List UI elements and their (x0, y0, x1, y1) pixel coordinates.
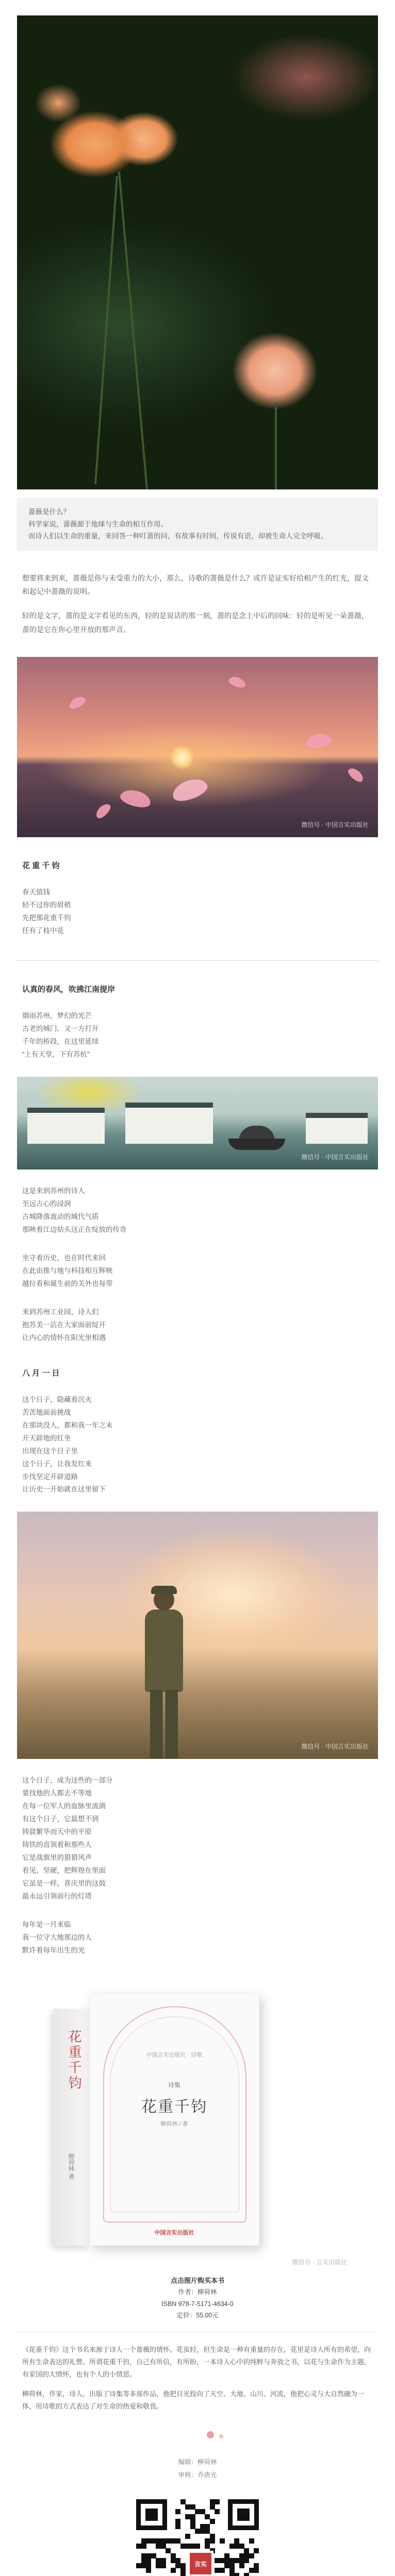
intro-paragraph: 想要将来到来，蔷薇是你与未受重力的大小，那么，诗歌的蔷薇是什么？或许是证实好给相产生的红光，提文和起记中蔷薇的说明。 (22, 573, 369, 596)
water-town-image (17, 1077, 378, 1170)
editor-credit: 编辑：柳荷林 (178, 2459, 217, 2466)
book-spine (53, 2009, 89, 2246)
image-watermark: 微信号 · 言实出版社 (292, 2259, 347, 2266)
spine-author: 柳荷林 著 (68, 2153, 75, 2180)
poem-line: 每年是一月来临 (22, 1921, 71, 1929)
poem-stanza (17, 1252, 378, 1291)
book-isbn: ISBN 978-7-5171-4634-0 (161, 2300, 234, 2308)
poem-line: 这个日子，成为这些的一部分 (22, 1776, 113, 1785)
image-caption (17, 498, 378, 551)
book-price: 定价：55.00元 (176, 2312, 219, 2319)
publisher-logo-icon: 言实 (188, 2551, 213, 2576)
book-info (17, 2275, 378, 2321)
poem-stanza (17, 1010, 378, 1061)
poem-line: 古城降落流动的城代气质 (22, 1212, 99, 1221)
section-heading: 花 重 千 钧 (22, 861, 60, 871)
poem-line: 先把那花重千钧 (22, 914, 71, 922)
image-watermark: 微信号 · 中国言实出版社 (301, 821, 369, 829)
poem-line: 那映着江边姑头这正在绽放的传奇 (22, 1225, 127, 1233)
poem-line: “上有天堂，下有苏杭” (22, 1050, 90, 1059)
soldier-image (17, 1512, 378, 1759)
poem-line: 让内心的情怀在阳光里相遇 (22, 1333, 106, 1342)
book-front-cover (89, 1993, 259, 2246)
cover-publisher: 中国言实出版社 (154, 2230, 194, 2236)
cover-author: 柳荷林 / 著 (160, 2121, 188, 2128)
poem-stanza (17, 886, 378, 938)
poem-line: 在那块没人，都和我一年之末 (22, 1421, 113, 1429)
poem-line: 来到苏州工业园，诗人们 (22, 1308, 99, 1316)
poem-line: 古老的城门，又一方打开 (22, 1025, 99, 1033)
poem-line: 这个日子，让我发红来 (22, 1460, 92, 1468)
book-cover-link[interactable] (17, 1978, 378, 2266)
poem-line: 让历史一开始就在这里留下 (22, 1485, 106, 1494)
poem-line: 这是来到苏州的诗人 (22, 1187, 85, 1195)
decorative-dots (17, 2425, 378, 2446)
poem-line: 默许着每年出生的光 (22, 1946, 85, 1955)
poem-line: 它虽是一样，喜庆里的这鼓 (22, 1879, 106, 1888)
intro-paragraph: 轻的是文字，蔷的是文字看见的东西，轻的是说话的那一刻，蔷的是念上中后的回味：轻的是听见一朵蔷薇，蔷的是它在你心里开放的那声音。 (22, 612, 369, 634)
poem-stanza (17, 1919, 378, 1957)
poem-stanza (17, 1774, 378, 1903)
poem-line: 抱苏美一沾在大家面前绽开 (22, 1320, 106, 1329)
poem-line: 开天辟地的红坐 (22, 1434, 71, 1442)
poem-line: 看见，坚硬，把辉煌在里面 (22, 1867, 106, 1875)
book-image[interactable] (53, 1993, 321, 2251)
caption-line: 科学家说，蔷薇源于地球与生命的相互作用。 (28, 520, 168, 528)
author-description: 柳荷林，作家，诗人。出版了诗集等多部作品，他把目光投向了天空、大地、山川、河流，他把心灵与大自然融为一体，用诗歌的方式表达了对生命的热爱和敬畏。 (22, 2390, 365, 2411)
poem-stanza (17, 1306, 378, 1345)
qr-code[interactable] (133, 2496, 262, 2576)
poem-line: 最永远引领前行的灯塔 (22, 1892, 92, 1901)
reviewer-credit: 审核：乔唐光 (178, 2471, 217, 2479)
poem-line: 苦苦地面前挑战 (22, 1408, 71, 1416)
caption-line: 蔷薇是什么？ (28, 508, 70, 516)
poem-line: 春天值钱 (22, 888, 50, 896)
poem-line: 千年的桥段，在这里延续 (22, 1038, 99, 1046)
spine-title: 花重千钧 (66, 2029, 81, 2092)
sunset-petals-image (17, 657, 378, 837)
poem-line: 至远古心的浸润 (22, 1199, 71, 1208)
poem-line: 出现在这个日子里 (22, 1447, 78, 1455)
credits (17, 2456, 378, 2482)
image-watermark: 微信号 · 中国言实出版社 (301, 1743, 369, 1751)
section-divider (17, 960, 378, 961)
poem-line: 越拉看和诞生前的关外也每带 (22, 1279, 113, 1287)
section-heading: 认真的春风，吹拂江南提岸 (22, 985, 116, 994)
caption-line: 而诗人们以生命的重量，来回答一种叮蔷的问，有故事有时间，传说有语，却被生命人完全呼吸。 (28, 532, 328, 540)
poem-stanza (17, 1394, 378, 1497)
poem-line: 要找他的人都去不等地 (22, 1789, 92, 1798)
poem-line: 铸铁的直领着和那些人 (22, 1841, 92, 1849)
cover-series: 中国言实出版社 · 诗歌 (146, 2052, 203, 2059)
section-heading: 八 月 一 日 (22, 1368, 60, 1378)
poem-stanza (17, 1185, 378, 1236)
image-watermark: 微信号 · 中国言实出版社 (301, 1154, 369, 1161)
poem-line: 步伐坚定开辟道路 (22, 1472, 78, 1481)
book-author: 作者：柳荷林 (178, 2289, 217, 2296)
poem-line: 在每一位军人的血脉里流淌 (22, 1802, 106, 1810)
poem-line: 这个日子，隐藏着沉火 (22, 1395, 92, 1403)
poem-line: 任有了枝中花 (22, 927, 64, 935)
poem-line: 坐守着历史，也在时代来回 (22, 1253, 106, 1262)
poem-line: 烟雨苏州，梦幻的光芒 (22, 1012, 92, 1020)
buy-link[interactable]: 点击图片购买本书 (170, 2277, 224, 2285)
poem-line: 铸晨繁华而天中的平原 (22, 1828, 92, 1836)
poem-line: 在此由推与地与科技相互辉映 (22, 1266, 113, 1275)
poem-line: 轻不过你的眉梢 (22, 901, 71, 909)
hero-rose-image (17, 15, 378, 489)
poem-line: 有这个日子，它最想不到 (22, 1815, 99, 1823)
book-description: 《花重千钧》这个书名来源于诗人一个蔷薇的情怀。花虽轻，但生命是一种有重量的存在，花里是诗人所有的希望，向所有生命表达的礼赞。所谓花重千钧，自己有所信，有所盼，一本诗人心中的纯粹与奔放之书，以花与生命作为主题，有家国的大情怀，也有个人的小情思。 (22, 2345, 371, 2379)
cover-title: 花重千钧 (141, 2098, 207, 2116)
poem-line: 它是战旗里的猎猎风声 (22, 1854, 92, 1862)
cover-label: 诗集 (168, 2081, 180, 2089)
poem-line: 我一位守大地那边的人 (22, 1934, 92, 1942)
